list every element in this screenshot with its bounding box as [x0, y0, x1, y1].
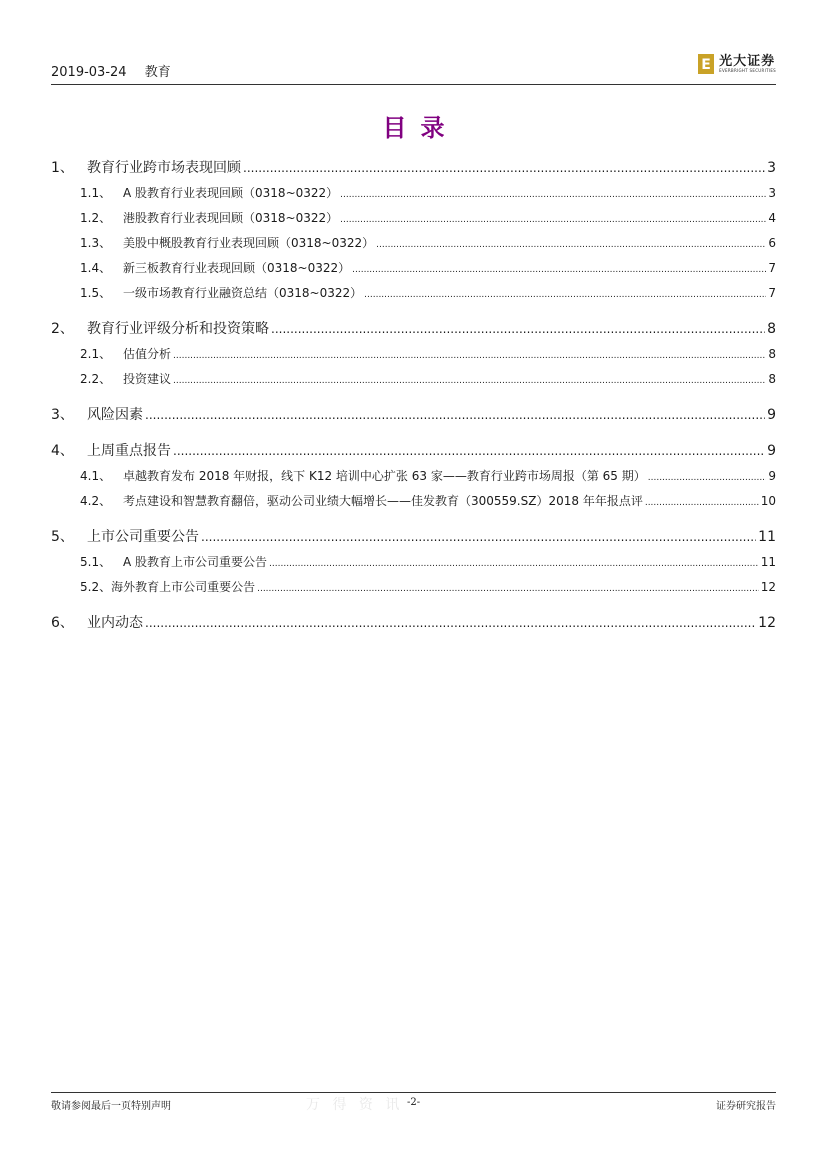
toc-leader-dots — [201, 525, 756, 550]
toc-entry-label — [80, 206, 338, 231]
toc-entry-title: 5.2、海外教育上市公司重要公告 — [80, 580, 256, 594]
toc-page-number: 8 — [768, 372, 776, 386]
toc-entry-number: 1.4、 — [80, 261, 112, 275]
page-title: 目录 — [382, 113, 459, 142]
toc-entry-number: 6、 — [51, 615, 74, 631]
toc-entry-title: 投资建议 — [123, 372, 172, 386]
toc-entry-title: 教育行业评级分析和投资策略 — [87, 321, 269, 337]
toc-page-number: 7 — [768, 261, 776, 275]
toc-entry-number: 2.1、 — [80, 347, 112, 361]
toc-page-number: 12 — [760, 580, 776, 594]
toc-entry-number: 1.3、 — [80, 236, 112, 250]
toc-page-number: 8 — [768, 347, 776, 361]
toc-entry-label — [80, 367, 171, 392]
toc-entry-title: A 股教育上市公司重要公告 — [123, 555, 268, 569]
toc-entry-label — [51, 439, 171, 464]
toc-subentry[interactable] — [51, 231, 776, 256]
everbright-logo — [697, 51, 776, 77]
toc-entry-number: 1、 — [51, 160, 74, 176]
footer-doc-type: 证券研究报告 — [716, 1101, 776, 1112]
toc-leader-dots — [376, 233, 766, 258]
toc-page-number: 4 — [768, 211, 776, 225]
toc-leader-dots — [271, 317, 765, 342]
toc-leader-dots — [340, 208, 766, 233]
toc-entry-number: 4.1、 — [80, 469, 112, 483]
toc-entry-title: A 股教育行业表现回顾（0318~0322） — [123, 186, 339, 200]
logo-text: 光大证券 — [719, 53, 776, 69]
toc-entry-label — [80, 181, 338, 206]
toc-leader-dots — [173, 439, 765, 464]
footer-watermark: 万 得 资 讯 — [306, 1097, 404, 1113]
toc-leader-dots — [243, 156, 765, 181]
toc-entry-label — [80, 464, 646, 489]
toc-entry-number: 1.1、 — [80, 186, 112, 200]
toc-subentry[interactable] — [51, 575, 776, 600]
toc-leader-dots — [257, 577, 759, 602]
logo-subtext: EVERBRIGHT SECURITIES — [719, 67, 776, 73]
footer-divider — [51, 1092, 776, 1093]
toc-entry[interactable] — [51, 611, 776, 636]
toc-leader-dots — [645, 491, 759, 516]
toc-page-number: 3 — [767, 160, 776, 176]
toc-entry-title: 港股教育行业表现回顾（0318~0322） — [123, 211, 339, 225]
toc-entry-title: 新三板教育行业表现回顾（0318~0322） — [123, 261, 351, 275]
toc-page-number: 9 — [768, 469, 776, 483]
toc-entry-number: 1.5、 — [80, 286, 112, 300]
report-category: 教育 — [144, 65, 171, 80]
toc-entry-number: 3、 — [51, 407, 74, 423]
toc-page-number: 9 — [767, 443, 776, 459]
logo-mark-letter: E — [701, 57, 711, 73]
toc-entry[interactable] — [51, 317, 776, 342]
toc-entry-label — [80, 575, 255, 600]
toc-entry-label — [80, 231, 374, 256]
toc-entry-label — [80, 550, 267, 575]
toc-page-number: 7 — [768, 286, 776, 300]
header-divider — [51, 84, 776, 85]
toc-entry-number: 4、 — [51, 443, 74, 459]
toc-page-number: 9 — [767, 407, 776, 423]
toc-entry-label — [51, 317, 269, 342]
toc-subentry[interactable] — [51, 281, 776, 306]
toc-subentry[interactable] — [51, 489, 776, 514]
toc-entry-title: 一级市场教育行业融资总结（0318~0322） — [123, 286, 363, 300]
toc-page-number: 10 — [760, 494, 776, 508]
toc-entry-label — [80, 342, 171, 367]
header-meta — [51, 61, 185, 80]
toc-entry-number: 4.2、 — [80, 494, 112, 508]
toc-subentry[interactable] — [51, 181, 776, 206]
toc-page-number: 11 — [760, 555, 776, 569]
toc-leader-dots — [364, 283, 766, 308]
toc-page-number: 8 — [767, 321, 776, 337]
toc-entry-title: 考点建设和智慧教育翻倍，驱动公司业绩大幅增长——佳发教育（300559.SZ）2018 年年报点评 — [123, 494, 643, 508]
toc-entry[interactable] — [51, 439, 776, 464]
toc-page-number: 12 — [758, 615, 776, 631]
toc-subentry[interactable] — [51, 464, 776, 489]
page-header — [51, 53, 776, 84]
toc-entry-title: 上市公司重要公告 — [87, 529, 199, 545]
toc-entry-title: 教育行业跨市场表现回顾 — [87, 160, 241, 176]
toc-entry-label — [80, 489, 643, 514]
toc-entry-label — [51, 611, 143, 636]
toc-entry-number: 2、 — [51, 321, 74, 337]
footer-page-number: -2- — [407, 1097, 421, 1108]
toc-entry-label — [51, 156, 241, 181]
toc-entry-title: 风险因素 — [87, 407, 143, 423]
toc-entry-number: 2.2、 — [80, 372, 112, 386]
logo-mark-icon — [697, 53, 715, 75]
toc-entry-title: 卓越教育发布 2018 年财报，线下 K12 培训中心扩张 63 家——教育行业跨市场周报（第 65 期） — [123, 469, 646, 483]
toc-subentry[interactable] — [51, 367, 776, 392]
toc-leader-dots — [648, 466, 767, 491]
footer-disclaimer: 敬请参阅最后一页特别声明 — [51, 1101, 171, 1112]
toc-entry-label — [51, 403, 143, 428]
toc-leader-dots — [352, 258, 766, 283]
toc-entry-number: 5.1、 — [80, 555, 112, 569]
toc-leader-dots — [173, 344, 766, 369]
toc-leader-dots — [145, 611, 756, 636]
toc-entry-label — [80, 281, 362, 306]
toc-page-number: 3 — [768, 186, 776, 200]
toc-subentry[interactable] — [51, 342, 776, 367]
toc-page-number: 11 — [758, 529, 776, 545]
table-of-contents — [51, 156, 776, 636]
toc-entry-number: 1.2、 — [80, 211, 112, 225]
toc-entry-label — [80, 256, 350, 281]
toc-leader-dots — [269, 552, 759, 577]
toc-entry[interactable] — [51, 525, 776, 550]
toc-entry[interactable] — [51, 156, 776, 181]
toc-entry-title: 估值分析 — [123, 347, 172, 361]
toc-leader-dots — [173, 369, 766, 394]
toc-entry-title: 上周重点报告 — [87, 443, 171, 459]
toc-subentry[interactable] — [51, 206, 776, 231]
toc-entry-label — [51, 525, 199, 550]
toc-leader-dots — [145, 403, 765, 428]
toc-entry-title: 美股中概股教育行业表现回顾（0318~0322） — [123, 236, 375, 250]
toc-entry-title: 业内动态 — [87, 615, 143, 631]
report-date: 2019-03-24 — [51, 65, 127, 80]
toc-entry[interactable] — [51, 403, 776, 428]
toc-page-number: 6 — [768, 236, 776, 250]
toc-entry-number: 5、 — [51, 529, 74, 545]
toc-subentry[interactable] — [51, 256, 776, 281]
toc-subentry[interactable] — [51, 550, 776, 575]
toc-leader-dots — [340, 183, 766, 208]
